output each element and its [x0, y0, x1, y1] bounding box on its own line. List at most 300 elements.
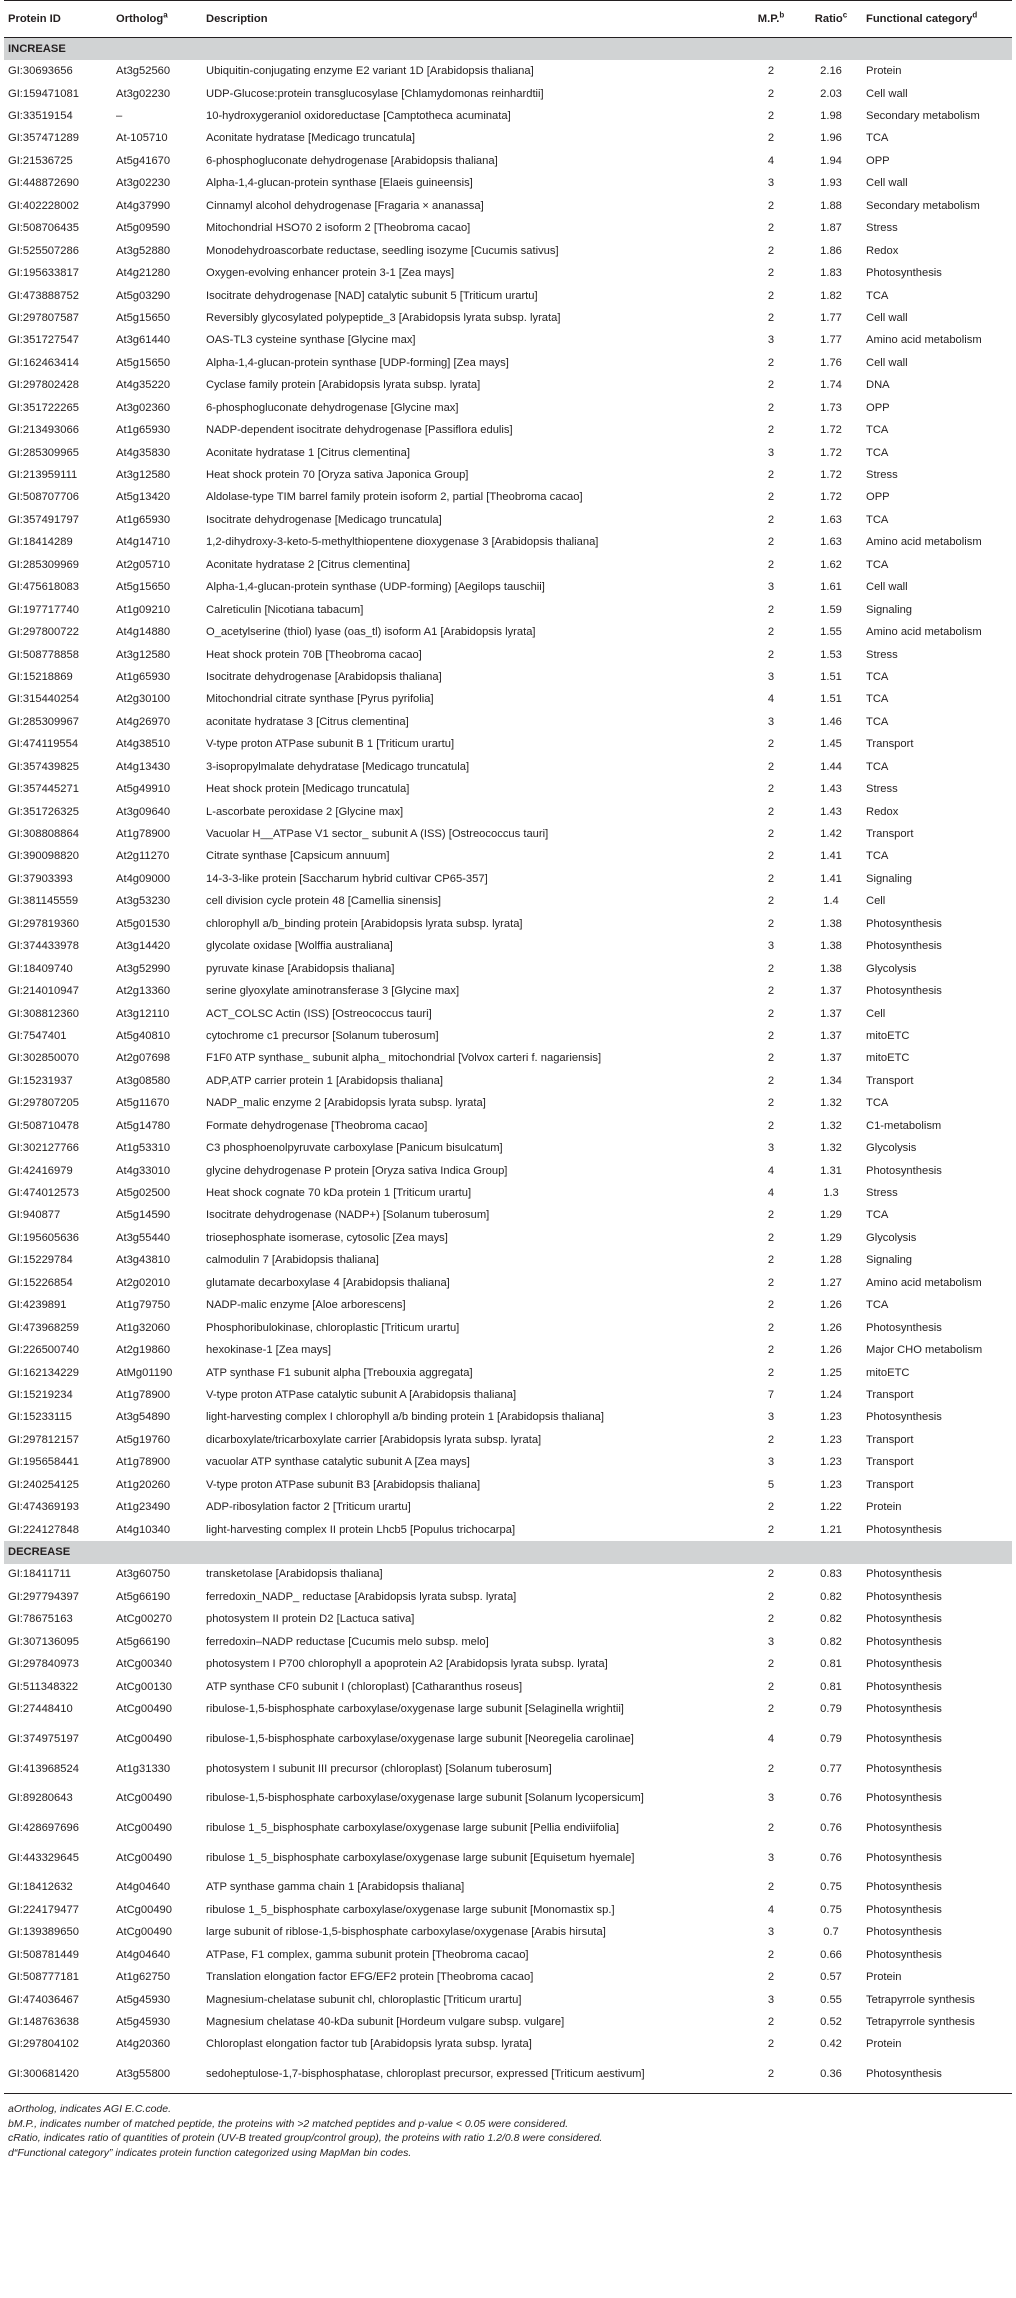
col-mp: M.P.$^b$ [742, 1, 800, 38]
ratio-cell: 1.53 [820, 648, 842, 661]
mp-cell: 3 [767, 1993, 775, 2006]
category-cell: Transport [866, 1478, 914, 1491]
table-row [4, 83, 1012, 105]
table-row [4, 1227, 1012, 1249]
protein-id-cell: GI:351727547 [8, 334, 79, 347]
protein-id-cell: GI:508706435 [8, 222, 79, 235]
category-cell: Photosynthesis [866, 1792, 942, 1805]
ortholog-cell: At4g35830 [116, 446, 171, 459]
category-cell: mitoETC [866, 1366, 910, 1379]
description-cell: serine glyoxylate aminotransferase 3 [Glycine max] [206, 985, 460, 998]
description-cell: Isocitrate dehydrogenase (NADP+) [Solanum tuberosum] [206, 1209, 490, 1222]
ortholog-cell: At3g14420 [116, 940, 171, 953]
category-cell: Cell wall [866, 311, 908, 324]
description-cell: ribulose-1,5-bisphosphate carboxylase/oxygenase large subunit [Selaginella wrightii] [206, 1703, 624, 1716]
table-row [4, 868, 1012, 890]
description-cell: ribulose 1_5_bisphosphate carboxylase/oxygenase large subunit [Equisetum hyemale] [206, 1851, 635, 1864]
category-cell: TCA [866, 760, 889, 773]
table-row [4, 352, 1012, 374]
protein-id-cell: GI:297812157 [8, 1433, 79, 1446]
ratio-cell: 1.74 [820, 379, 842, 392]
mp-cell: 2 [767, 1590, 775, 1603]
protein-id-cell: GI:33519154 [8, 110, 73, 123]
table-row [4, 464, 1012, 486]
category-cell: Signaling [866, 872, 913, 885]
category-cell: Secondary metabolism [866, 110, 980, 123]
description-cell: glutamate decarboxylase 4 [Arabidopsis thaliana] [206, 1276, 450, 1289]
mp-cell: 2 [767, 1119, 775, 1132]
ratio-cell: 0.36 [800, 2056, 862, 2094]
ortholog-cell: At3g09640 [116, 805, 171, 818]
ortholog-cell: At5g14780 [116, 1119, 171, 1132]
protein-table [4, 0, 1012, 2094]
protein-id-cell: GI:297800722 [8, 626, 79, 639]
protein-id-cell: GI:37903393 [8, 872, 73, 885]
mp-cell: 2 [767, 1971, 775, 1984]
category-cell: Transport [866, 1456, 914, 1469]
table-row [4, 1780, 1012, 1817]
description-cell: Cyclase family protein [Arabidopsis lyrata subsp. lyrata] [206, 379, 481, 392]
ratio-cell: 0.76 [820, 1792, 842, 1805]
protein-id-cell: GI:508707706 [8, 491, 79, 504]
protein-id-cell: GI:357445271 [8, 783, 79, 796]
ortholog-cell: At4g21280 [116, 267, 171, 280]
mp-cell: 2 [767, 1703, 775, 1716]
description-cell: V-type proton ATPase subunit B3 [Arabidopsis thaliana] [206, 1478, 481, 1491]
protein-id-cell: GI:159471081 [8, 87, 79, 100]
ortholog-cell: At1g65930 [116, 513, 171, 526]
ratio-cell: 0.82 [820, 1613, 842, 1626]
table-row [4, 1966, 1012, 1988]
ortholog-cell: AtCg00130 [116, 1680, 172, 1693]
description-cell: Citrate synthase [Capsicum annuum] [206, 850, 390, 863]
ortholog-cell: At4g26970 [116, 715, 171, 728]
mp-cell: 2 [767, 1052, 775, 1065]
mp-cell: 2 [767, 626, 775, 639]
protein-id-cell: GI:357471289 [8, 132, 79, 145]
category-cell: TCA [866, 289, 889, 302]
protein-id-cell: GI:297804102 [8, 2038, 79, 2051]
category-cell: Protein [866, 1501, 902, 1514]
ortholog-cell: At5g41670 [116, 154, 171, 167]
mp-cell: 2 [767, 132, 775, 145]
category-cell: Photosynthesis [866, 1321, 942, 1334]
mp-cell: 2 [767, 1523, 775, 1536]
ratio-cell: 1.37 [820, 985, 842, 998]
description-cell: Alpha-1,4-glucan-protein synthase [Elaeis guineensis] [206, 177, 473, 190]
ratio-cell: 1.41 [820, 872, 842, 885]
description-cell: dicarboxylate/tricarboxylate carrier [Arabidopsis lyrata subsp. lyrata] [206, 1433, 542, 1446]
protein-id-cell: GI:162463414 [8, 356, 79, 369]
ratio-cell: 0.57 [820, 1971, 842, 1984]
category-cell: Amino acid metabolism [866, 1276, 982, 1289]
table-row [4, 1758, 1012, 1780]
ortholog-cell: At3g08580 [116, 1074, 171, 1087]
ortholog-cell: At3g61440 [116, 334, 171, 347]
category-cell: TCA [866, 446, 889, 459]
category-cell: Photosynthesis [866, 985, 942, 998]
protein-id-cell: GI:448872690 [8, 177, 79, 190]
ratio-cell: 1.24 [820, 1388, 842, 1401]
ortholog-cell: At4g14710 [116, 536, 171, 549]
ratio-cell: 1.55 [820, 626, 842, 639]
ratio-cell: 1.83 [820, 267, 842, 280]
mp-cell: 2 [767, 738, 775, 751]
ortholog-cell: At5g19760 [116, 1433, 171, 1446]
category-cell: Transport [866, 828, 914, 841]
mp-cell: 2 [767, 311, 775, 324]
mp-cell: 2 [767, 1007, 775, 1020]
ratio-cell: 1.32 [820, 1097, 842, 1110]
mp-cell: 2 [767, 1366, 775, 1379]
description-cell: Alpha-1,4-glucan-protein synthase [UDP-forming] [Zea mays] [206, 356, 509, 369]
category-cell: Cell wall [866, 177, 908, 190]
mp-cell: 2 [767, 1276, 775, 1289]
category-cell: Stress [866, 783, 898, 796]
description-cell: ADP-ribosylation factor 2 [Triticum urartu] [206, 1501, 411, 1514]
description-cell: Phosphoribulokinase, chloroplastic [Triticum urartu] [206, 1321, 460, 1334]
table-row [4, 1676, 1012, 1698]
category-cell: Major CHO metabolism [866, 1344, 983, 1357]
description-cell: Heat shock cognate 70 kDa protein 1 [Triticum urartu] [206, 1187, 472, 1200]
ratio-cell: 1.77 [820, 311, 842, 324]
ortholog-cell: At3g02230 [116, 177, 171, 190]
ortholog-cell: At5g15650 [116, 311, 171, 324]
table-row [4, 801, 1012, 823]
mp-cell: 2 [767, 1658, 775, 1671]
protein-id-cell: GI:139389650 [8, 1926, 79, 1939]
mp-cell: 2 [767, 1097, 775, 1110]
mp-cell: 3 [767, 1142, 775, 1155]
mp-cell: 3 [767, 670, 775, 683]
table-row [4, 1003, 1012, 1025]
table-row [4, 913, 1012, 935]
description-cell: Heat shock protein 70B [Theobroma cacao] [206, 648, 422, 661]
category-cell: TCA [866, 1299, 889, 1312]
ratio-cell: 1.43 [820, 783, 842, 796]
category-cell: Transport [866, 1388, 914, 1401]
description-cell: hexokinase-1 [Zea mays] [206, 1344, 331, 1357]
protein-id-cell: GI:15226854 [8, 1276, 73, 1289]
category-cell: Photosynthesis [866, 1658, 942, 1671]
protein-id-cell: GI:525507286 [8, 244, 79, 257]
mp-cell: 2 [767, 1433, 775, 1446]
ortholog-cell: At2g11270 [116, 850, 170, 863]
protein-id-cell: GI:443329645 [8, 1851, 79, 1864]
category-cell: Photosynthesis [866, 1732, 942, 1745]
ratio-cell: 1.51 [820, 670, 842, 683]
protein-id-cell: GI:302127766 [8, 1142, 79, 1155]
category-cell: C1-metabolism [866, 1119, 942, 1132]
ratio-cell: 1.38 [820, 940, 842, 953]
description-cell: Isocitrate dehydrogenase [Arabidopsis thaliana] [206, 670, 442, 683]
table-row [4, 442, 1012, 464]
section-row-increase [4, 38, 1012, 61]
table-row [4, 173, 1012, 195]
mp-cell: 2 [767, 1209, 775, 1222]
category-cell: Photosynthesis [866, 940, 942, 953]
category-cell: TCA [866, 1097, 889, 1110]
protein-id-cell: GI:297819360 [8, 917, 79, 930]
mp-cell: 2 [767, 603, 775, 616]
ortholog-cell: At-105710 [116, 132, 168, 145]
table-row [4, 1317, 1012, 1339]
description-cell: transketolase [Arabidopsis thaliana] [206, 1568, 383, 1581]
category-cell: Redox [866, 805, 899, 818]
description-cell: Mitochondrial citrate synthase [Pyrus pyrifolia] [206, 693, 434, 706]
mp-cell: 2 [767, 356, 775, 369]
ortholog-cell: At5g01530 [116, 917, 171, 930]
ratio-cell: 1.96 [820, 132, 842, 145]
category-cell: Tetrapyrrole synthesis [866, 1993, 975, 2006]
table-row [4, 240, 1012, 262]
category-cell: Photosynthesis [866, 917, 942, 930]
mp-cell: 2 [767, 2016, 775, 2029]
ortholog-cell: At1g31330 [116, 1762, 171, 1775]
mp-cell: 3 [767, 1411, 775, 1424]
col-protein-id: Protein ID [4, 1, 112, 38]
col-functional-category: Functional category$^d$ [862, 1, 1012, 38]
description-cell: ribulose-1,5-bisphosphate carboxylase/oxygenase large subunit [Neoregelia carolinae] [206, 1732, 634, 1745]
mp-cell: 3 [767, 334, 775, 347]
mp-cell: 2 [767, 558, 775, 571]
table-row [4, 778, 1012, 800]
description-cell: F1F0 ATP synthase_ subunit alpha_ mitochondrial [Volvox carteri f. nagariensis] [206, 1052, 602, 1065]
ratio-cell: 1.29 [820, 1231, 842, 1244]
protein-id-cell: GI:473968259 [8, 1321, 79, 1334]
description-cell: photosystem II protein D2 [Lactuca sativa] [206, 1613, 415, 1626]
ratio-cell: 1.23 [820, 1456, 842, 1469]
description-cell: UDP-Glucose:protein transglucosylase [Chlamydomonas reinhardtii] [206, 87, 544, 100]
mp-cell: 3 [767, 940, 775, 953]
description-cell: NADP_malic enzyme 2 [Arabidopsis lyrata subsp. lyrata] [206, 1097, 486, 1110]
category-cell: OPP [866, 491, 890, 504]
mp-cell: 2 [767, 1231, 775, 1244]
mp-cell: 2 [767, 244, 775, 257]
ratio-cell: 1.23 [820, 1478, 842, 1491]
description-cell: Ubiquitin-conjugating enzyme E2 variant 1D [Arabidopsis thaliana] [206, 65, 534, 78]
ratio-cell: 1.61 [820, 581, 842, 594]
protein-id-cell: GI:474369193 [8, 1501, 79, 1514]
mp-cell: 2 [767, 199, 775, 212]
description-cell: ATPase, F1 complex, gamma subunit protein [Theobroma cacao] [206, 1948, 529, 1961]
category-cell: Cell wall [866, 87, 908, 100]
mp-cell: 2 [767, 1344, 775, 1357]
description-cell: 1,2-dihydroxy-3-keto-5-methylthiopentene dioxygenase 3 [Arabidopsis thaliana] [206, 536, 599, 549]
protein-id-cell: GI:18412632 [8, 1881, 73, 1894]
table-row [4, 1989, 1012, 2011]
ratio-cell: 1.34 [820, 1074, 842, 1087]
ratio-cell: 1.28 [820, 1254, 842, 1267]
ortholog-cell: At3g12580 [116, 648, 171, 661]
protein-id-cell: GI:21536725 [8, 154, 73, 167]
table-row [4, 1654, 1012, 1676]
ratio-cell: 1.46 [820, 715, 842, 728]
ratio-cell: 1.72 [820, 424, 842, 437]
ortholog-cell: At5g15650 [116, 356, 171, 369]
table-row [4, 666, 1012, 688]
description-cell: Reversibly glycosylated polypeptide_3 [Arabidopsis lyrata subsp. lyrata] [206, 311, 561, 324]
ortholog-cell: AtCg00490 [116, 1926, 172, 1939]
mp-cell: 2 [767, 760, 775, 773]
protein-id-cell: GI:4239891 [8, 1299, 67, 1312]
mp-cell: 2 [767, 289, 775, 302]
ratio-cell: 0.77 [820, 1762, 842, 1775]
category-cell: TCA [866, 558, 889, 571]
category-cell: Cell wall [866, 581, 908, 594]
ortholog-cell: At3g55800 [112, 2056, 202, 2094]
protein-id-cell: GI:300681420 [4, 2056, 112, 2094]
description-cell: NADP-malic enzyme [Aloe arborescens] [206, 1299, 406, 1312]
ratio-cell: 1.26 [820, 1299, 842, 1312]
category-cell: Signaling [866, 1254, 913, 1267]
ratio-cell: 2.16 [820, 65, 842, 78]
description-cell: Magnesium-chelatase subunit chl, chloroplastic [Triticum urartu] [206, 1993, 522, 2006]
table-row [4, 128, 1012, 150]
ortholog-cell: At2g07698 [116, 1052, 171, 1065]
ortholog-cell: At4g35220 [116, 379, 171, 392]
table-row [4, 734, 1012, 756]
ortholog-cell: At3g53230 [116, 895, 171, 908]
category-cell: Photosynthesis [866, 1703, 942, 1716]
ortholog-cell: At3g02230 [116, 87, 171, 100]
mp-cell: 2 [767, 1821, 775, 1834]
table-row [4, 1631, 1012, 1653]
protein-id-cell: GI:15219234 [8, 1388, 73, 1401]
protein-id-cell: GI:297802428 [8, 379, 79, 392]
ratio-cell: 1.98 [820, 110, 842, 123]
table-row [4, 711, 1012, 733]
protein-id-cell: GI:285309967 [8, 715, 79, 728]
ratio-cell: 0.79 [820, 1703, 842, 1716]
mp-cell: 2 [767, 962, 775, 975]
table-row [4, 577, 1012, 599]
category-cell: mitoETC [866, 1029, 910, 1042]
description-cell: triosephosphate isomerase, cytosolic [Zea mays] [206, 1231, 448, 1244]
description-cell: ATP synthase gamma chain 1 [Arabidopsis thaliana] [206, 1881, 465, 1894]
ortholog-cell: At4g13430 [116, 760, 171, 773]
protein-id-cell: GI:307136095 [8, 1635, 79, 1648]
mp-cell: 4 [767, 693, 775, 706]
ortholog-cell: At1g78900 [116, 1388, 171, 1401]
ratio-cell: 1.41 [820, 850, 842, 863]
table-row [4, 1115, 1012, 1137]
protein-id-cell: GI:78675163 [8, 1613, 73, 1626]
ratio-cell: 1.51 [820, 693, 842, 706]
category-cell: Photosynthesis [862, 2056, 1012, 2094]
protein-id-cell: GI:197717740 [8, 603, 79, 616]
ortholog-cell: At5g49910 [116, 783, 171, 796]
table-row [4, 1840, 1012, 1877]
mp-cell: 2 [767, 1321, 775, 1334]
ortholog-cell: At5g11670 [116, 1097, 170, 1110]
ratio-cell: 0.79 [820, 1732, 842, 1745]
mp-cell: 4 [767, 154, 775, 167]
table-row [4, 532, 1012, 554]
mp-cell: 2 [767, 401, 775, 414]
ortholog-cell: AtCg00490 [116, 1792, 172, 1805]
description-cell: cytochrome c1 precursor [Solanum tuberosum] [206, 1029, 439, 1042]
mp-cell: 3 [767, 177, 775, 190]
protein-id-cell: GI:297794397 [8, 1590, 79, 1603]
category-cell: Photosynthesis [866, 1635, 942, 1648]
ratio-cell: 1.27 [820, 1276, 842, 1289]
description-cell: NADP-dependent isocitrate dehydrogenase [Passiflora edulis] [206, 424, 513, 437]
description-cell: ferredoxin–NADP reductase [Cucumis melo subsp. melo] [206, 1635, 489, 1648]
category-cell: OPP [866, 401, 890, 414]
category-cell: Redox [866, 244, 899, 257]
table-row [4, 150, 1012, 172]
ratio-cell: 1.86 [820, 244, 842, 257]
footnote: d“Functional category” indicates protein function categorized using MapMan bin codes. [8, 2146, 412, 2159]
ortholog-cell: At2g02010 [116, 1276, 171, 1289]
ratio-cell: 1.76 [820, 356, 842, 369]
ortholog-cell: At1g20260 [116, 1478, 171, 1491]
ortholog-cell: AtCg00490 [116, 1851, 172, 1864]
table-row [4, 2011, 1012, 2033]
ratio-cell: 1.42 [820, 828, 842, 841]
category-cell: Photosynthesis [866, 267, 942, 280]
ratio-cell: 1.72 [820, 491, 842, 504]
table-row [4, 644, 1012, 666]
ratio-cell: 0.76 [820, 1851, 842, 1864]
mp-cell: 2 [767, 1074, 775, 1087]
category-cell: Photosynthesis [866, 1948, 942, 1961]
mp-cell: 4 [767, 1732, 775, 1745]
mp-cell: 2 [767, 513, 775, 526]
table-row [4, 599, 1012, 621]
ortholog-cell: At5g03290 [116, 289, 171, 302]
protein-id-cell: GI:42416979 [8, 1164, 73, 1177]
category-cell: Photosynthesis [866, 1762, 942, 1775]
table-row [4, 60, 1012, 82]
ortholog-cell: At2g13360 [116, 985, 171, 998]
protein-id-cell: GI:413968524 [8, 1762, 79, 1775]
section-label: DECREASE [4, 1541, 1012, 1563]
category-cell: Glycolysis [866, 1142, 917, 1155]
mp-cell: 3 [767, 1456, 775, 1469]
protein-id-cell: GI:240254125 [8, 1478, 79, 1491]
ratio-cell: 1.73 [820, 401, 842, 414]
description-cell: vacuolar ATP synthase catalytic subunit A [Zea mays] [206, 1456, 470, 1469]
description-cell: V-type proton ATPase subunit B 1 [Triticum urartu] [206, 738, 455, 751]
description-cell: Isocitrate dehydrogenase [NAD] catalytic subunit 5 [Triticum urartu] [206, 289, 538, 302]
protein-id-cell: GI:27448410 [8, 1703, 73, 1716]
ortholog-cell: AtCg00270 [116, 1613, 172, 1626]
ratio-cell: 1.29 [820, 1209, 842, 1222]
ratio-cell: 1.37 [820, 1052, 842, 1065]
ratio-cell: 1.38 [820, 962, 842, 975]
mp-cell: 2 [767, 87, 775, 100]
table-row [4, 621, 1012, 643]
footnotes [8, 2102, 1016, 2160]
mp-cell: 2 [767, 783, 775, 796]
description-cell: Mitochondrial HSO70 2 isoform 2 [Theobroma cacao] [206, 222, 471, 235]
mp-cell: 2 [767, 895, 775, 908]
table-row [4, 1407, 1012, 1429]
category-cell: Stress [866, 469, 898, 482]
col-ratio: Ratio$^c$ [800, 1, 862, 38]
ratio-cell: 1.37 [820, 1029, 842, 1042]
protein-id-cell: GI:148763638 [8, 2016, 79, 2029]
category-cell: Protein [866, 1971, 902, 1984]
protein-id-cell: GI:308808864 [8, 828, 79, 841]
description-cell: Isocitrate dehydrogenase [Medicago truncatula] [206, 513, 442, 526]
ortholog-cell: At3g52880 [116, 244, 171, 257]
table-row [4, 1944, 1012, 1966]
category-cell: Protein [866, 2038, 902, 2051]
category-cell: TCA [866, 513, 889, 526]
